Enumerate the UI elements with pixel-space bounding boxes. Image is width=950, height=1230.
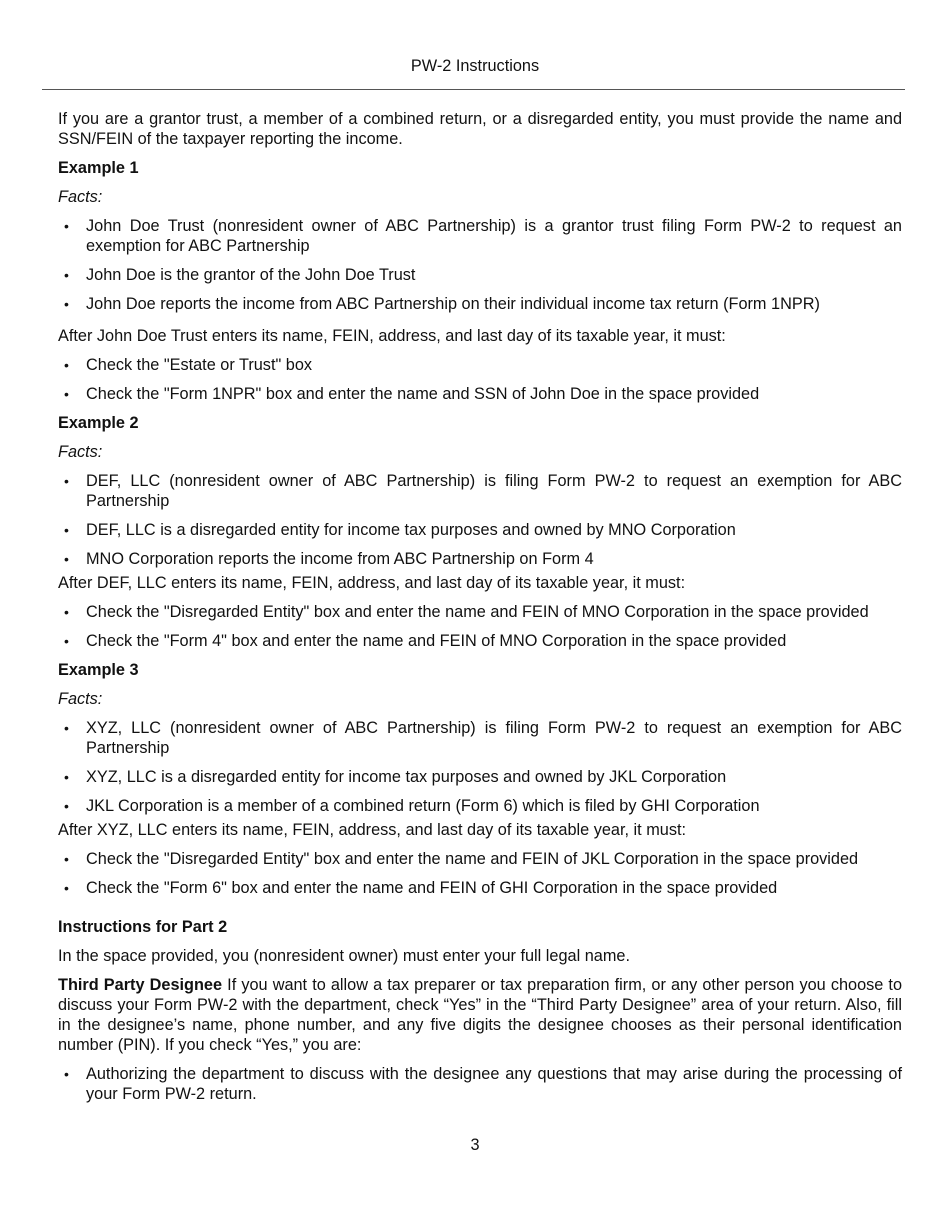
part-2-heading: Instructions for Part 2 bbox=[58, 918, 228, 936]
list-item: • Check the "Disregarded Entity" box and enter the name and FEIN of JKL Corporation in the space provided bbox=[64, 850, 859, 868]
part-2-bullets bbox=[58, 1064, 902, 1104]
example-3-facts-list bbox=[58, 718, 902, 816]
header-divider bbox=[42, 89, 905, 90]
example-1-heading: Example 1 bbox=[58, 159, 139, 177]
list-item: • MNO Corporation reports the income from ABC Partnership on Form 4 bbox=[64, 550, 594, 568]
bullet-icon: • bbox=[64, 880, 69, 896]
bullet-icon: • bbox=[64, 851, 69, 867]
bullet-icon: • bbox=[64, 386, 69, 402]
third-party-designee-label: Third Party Designee bbox=[58, 976, 223, 994]
example-1-steps-list bbox=[58, 355, 902, 404]
list-item: • XYZ, LLC (nonresident owner of ABC Partnership) is filing Form PW-2 to request an exemption for ABC Partnership bbox=[64, 719, 902, 757]
example-2-facts-list bbox=[58, 471, 902, 569]
list-item: • Check the "Disregarded Entity" box and enter the name and FEIN of MNO Corporation in the space provided bbox=[64, 603, 869, 621]
example-2-heading: Example 2 bbox=[58, 414, 139, 432]
third-party-designee-text: If you want to allow a tax preparer or tax preparation firm, or any other person you choose to discuss your Form PW-2 with the department, check “Yes” in the “Third Party Designee” area of your return. Also, fill in the designee’s name, phone number, and any five digits the designee chooses as their personal identification number (PIN). If you check “Yes,” you are: bbox=[58, 976, 903, 1054]
list-item: • Check the "Estate or Trust" box bbox=[64, 356, 313, 374]
list-item: • Check the "Form 1NPR" box and enter the name and SSN of John Doe in the space provided bbox=[64, 385, 760, 403]
page-header-title: PW-2 Instructions bbox=[410, 57, 540, 75]
example-3-steps-list bbox=[58, 849, 902, 898]
bullet-icon: • bbox=[64, 296, 69, 312]
bullet-icon: • bbox=[64, 769, 69, 785]
bullet-icon: • bbox=[64, 267, 69, 283]
example-3-facts-label: Facts: bbox=[58, 690, 103, 708]
bullet-icon: • bbox=[64, 1066, 69, 1082]
bullet-icon: • bbox=[64, 551, 69, 567]
bullet-icon: • bbox=[64, 798, 69, 814]
bullet-icon: • bbox=[64, 218, 69, 234]
example-1-lead: After John Doe Trust enters its name, FEIN, address, and last day of its taxable year, it must: bbox=[58, 327, 726, 345]
bullet-icon: • bbox=[64, 473, 69, 489]
bullet-icon: • bbox=[64, 522, 69, 538]
page-number: 3 bbox=[470, 1136, 480, 1154]
third-party-designee-paragraph bbox=[58, 975, 902, 1055]
example-3-heading: Example 3 bbox=[58, 661, 139, 679]
example-2-lead: After DEF, LLC enters its name, FEIN, address, and last day of its taxable year, it must: bbox=[58, 574, 686, 592]
bullet-icon: • bbox=[64, 357, 69, 373]
list-item: • XYZ, LLC is a disregarded entity for income tax purposes and owned by JKL Corporation bbox=[64, 768, 727, 786]
bullet-icon: • bbox=[64, 720, 69, 736]
bullet-icon: • bbox=[64, 604, 69, 620]
example-1-facts-list bbox=[58, 216, 902, 314]
list-item: • Authorizing the department to discuss with the designee any questions that may arise during the processing of your Form PW-2 return. bbox=[64, 1065, 902, 1103]
list-item: • Check the "Form 4" box and enter the name and FEIN of MNO Corporation in the space provided bbox=[64, 632, 787, 650]
example-2-facts-label: Facts: bbox=[58, 443, 103, 461]
example-3-lead: After XYZ, LLC enters its name, FEIN, address, and last day of its taxable year, it must: bbox=[58, 821, 687, 839]
example-1-facts-label: Facts: bbox=[58, 188, 103, 206]
list-item: • John Doe is the grantor of the John Doe Trust bbox=[64, 266, 416, 284]
list-item: • DEF, LLC (nonresident owner of ABC Partnership) is filing Form PW-2 to request an exemption for ABC Partnership bbox=[64, 472, 902, 510]
example-2-steps-list bbox=[58, 602, 902, 651]
bullet-icon: • bbox=[64, 633, 69, 649]
intro-paragraph: If you are a grantor trust, a member of a combined return, or a disregarded entity, you must provide the name and SSN/FEIN of the taxpayer reporting the income. bbox=[58, 110, 902, 148]
list-item: • John Doe reports the income from ABC Partnership on their individual income tax return (Form 1NPR) bbox=[64, 295, 820, 313]
document-body bbox=[58, 109, 902, 1104]
list-item: • DEF, LLC is a disregarded entity for income tax purposes and owned by MNO Corporation bbox=[64, 521, 736, 539]
list-item: • Check the "Form 6" box and enter the name and FEIN of GHI Corporation in the space provided bbox=[64, 879, 778, 897]
list-item: • John Doe Trust (nonresident owner of ABC Partnership) is a grantor trust filing Form PW-2 to request an exemption for ABC Partnership bbox=[64, 217, 902, 255]
list-item: • JKL Corporation is a member of a combined return (Form 6) which is filed by GHI Corporation bbox=[64, 797, 760, 815]
part-2-name-instruction: In the space provided, you (nonresident owner) must enter your full legal name. bbox=[58, 947, 630, 965]
